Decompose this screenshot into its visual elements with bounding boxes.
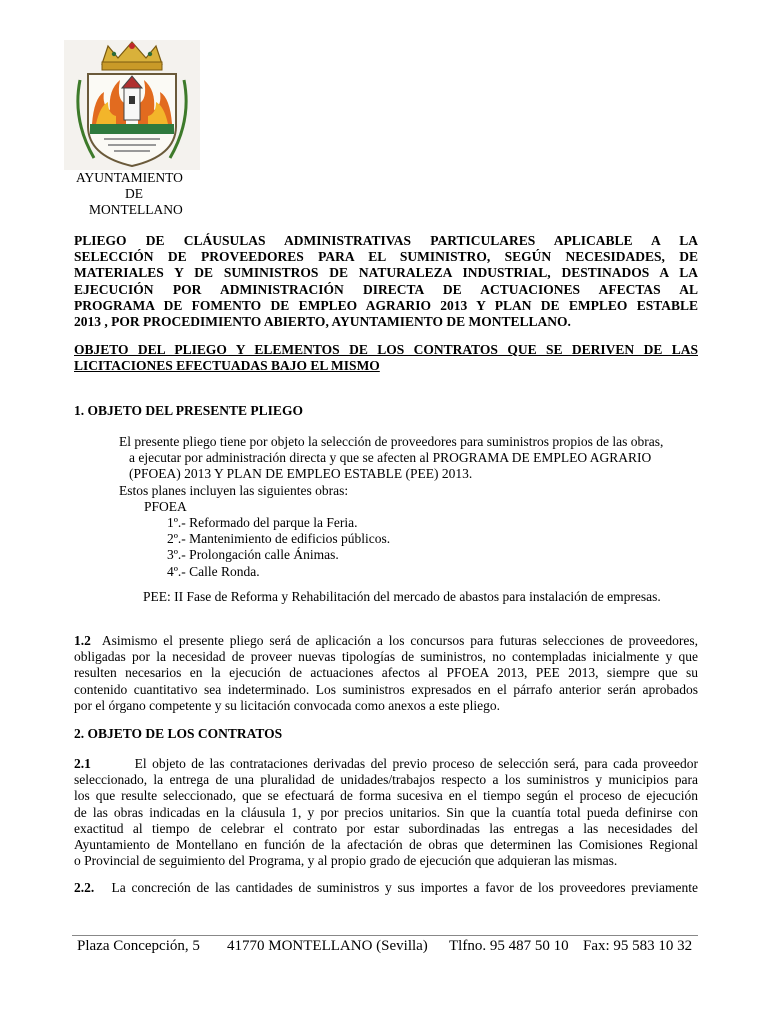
pee-line: PEE: II Fase de Reforma y Rehabilitación del mercado de abastos para instalación de empresas. xyxy=(143,589,661,604)
body-line: (PFOEA) 2013 Y PLAN DE EMPLEO ESTABLE (PEE) 2013. xyxy=(129,466,473,482)
footer-city: 41770 MONTELLANO (Sevilla) xyxy=(227,938,428,954)
works-list-item: 1º.- Reformado del parque la Feria. xyxy=(167,515,358,531)
body-line: seleccionado, la entrega de una pluralidad de unidades/trabajos respecto a los suministros y municipios para xyxy=(74,772,698,788)
clause-number: 2.1 xyxy=(74,756,91,771)
footer-address: Plaza Concepción, 5 xyxy=(77,938,200,954)
title-line: SELECCIÓN DE PROVEEDORES PARA EL SUMINISTRO, SEGÚN NECESIDADES, DE xyxy=(74,249,698,265)
title-line: MATERIALES Y DE SUMINISTROS DE NATURALEZA INDUSTRIAL, DESTINADOS A LA xyxy=(74,265,698,281)
works-list-item: 4º.- Calle Ronda. xyxy=(167,563,260,579)
body-line: Asimismo el presente pliego será de aplicación a los concursos para futuras selecciones de proveedores, xyxy=(101,633,698,648)
section-1-heading: 1. OBJETO DEL PRESENTE PLIEGO xyxy=(74,403,303,418)
municipality-line: DE xyxy=(125,186,143,201)
section-2-heading: 2. OBJETO DE LOS CONTRATOS xyxy=(74,726,283,741)
document-subtitle xyxy=(74,342,698,374)
footer-divider xyxy=(72,935,698,936)
pfoea-label: PFOEA xyxy=(144,498,187,514)
body-line: de las obras indicadas en la cláusula 1, y por precios unitarios. Sin que la cuantía total pueda definirse con xyxy=(74,804,698,820)
document-title xyxy=(74,233,698,330)
municipality-line: AYUNTAMIENTO xyxy=(76,170,183,185)
body-line: los que resulte seleccionado, que se efectuará de forma sucesiva en el tiempo según el proceso de ejecución xyxy=(74,788,698,804)
works-intro: Estos planes incluyen las siguientes obras: xyxy=(119,482,349,498)
municipality-name xyxy=(73,170,203,218)
footer-fax: Fax: 95 583 10 32 xyxy=(583,938,693,954)
body-line: Ayuntamiento de Montellano en función de la afectación de obras que determinen las Comisiones Regional xyxy=(74,837,698,853)
body-line: por el órgano competente y su licitación convocada como anexos a este pliego. xyxy=(74,697,500,713)
title-line: 2013 , POR PROCEDIMIENTO ABIERTO, AYUNTAMIENTO DE MONTELLANO. xyxy=(74,314,571,330)
body-line: contenido cuantitativo sea indeterminado. Los suministros expresados en el párrafo anterior serán aprobados xyxy=(74,681,698,697)
municipality-line: MONTELLANO xyxy=(89,202,183,217)
body-line: a ejecutar por administración directa y que se afecten al PROGRAMA DE EMPLEO AGRARIO xyxy=(129,450,652,466)
body-line: exactitud al tiempo de celebrar el contrato por estar subordinadas las entregas a las necesidades del xyxy=(74,820,698,836)
clause-1-2 xyxy=(74,633,698,714)
clause-2-2 xyxy=(74,880,698,896)
works-list-item: 2º.- Mantenimiento de edificios públicos. xyxy=(167,531,391,547)
subtitle-line: OBJETO DEL PLIEGO Y ELEMENTOS DE LOS CONTRATOS QUE SE DERIVEN DE LAS xyxy=(74,342,698,357)
body-line: o Provincial de seguimiento del Programa, y al propio grado de ejecución que adquieran las mismas. xyxy=(74,853,618,869)
clause-number: 2.2. xyxy=(74,880,95,895)
title-line: PLIEGO DE CLÁUSULAS ADMINISTRATIVAS PARTICULARES APLICABLE A LA xyxy=(74,233,698,248)
footer-phone: Tlfno. 95 487 50 10 xyxy=(449,938,569,954)
coat-of-arms-icon xyxy=(64,40,200,170)
body-line: El presente pliego tiene por objeto la selección de proveedores para suministros propios de las obras, xyxy=(119,434,664,449)
body-line: El objeto de las contrataciones derivadas del previo proceso de selección será, para cada proveedor xyxy=(134,756,699,771)
title-line: EJECUCIÓN POR ADMINISTRACIÓN DIRECTA DE ACTUACIONES AFECTAS AL xyxy=(74,281,698,297)
body-line: obligadas por la necesidad de proveer nuevas tipologías de suministros, no contempladas inicialmente y que xyxy=(74,649,698,665)
works-list-item: 3º.- Prolongación calle Ánimas. xyxy=(167,547,339,563)
clause-number: 1.2 xyxy=(74,633,91,648)
title-line: PROGRAMA DE FOMENTO DE EMPLEO AGRARIO 2013 Y PLAN DE EMPLEO ESTABLE xyxy=(74,297,698,313)
body-line: resulten necesarios en la ejecución de actuaciones afectos al PFOEA 2013, PEE 2013, siempre que su xyxy=(74,665,698,681)
subtitle-line: LICITACIONES EFECTUADAS BAJO EL MISMO xyxy=(74,358,380,374)
clause-2-1 xyxy=(74,756,698,869)
section-1-body xyxy=(119,434,699,580)
body-line: La concreción de las cantidades de suministros y sus importes a favor de los proveedores previamente xyxy=(111,880,698,895)
